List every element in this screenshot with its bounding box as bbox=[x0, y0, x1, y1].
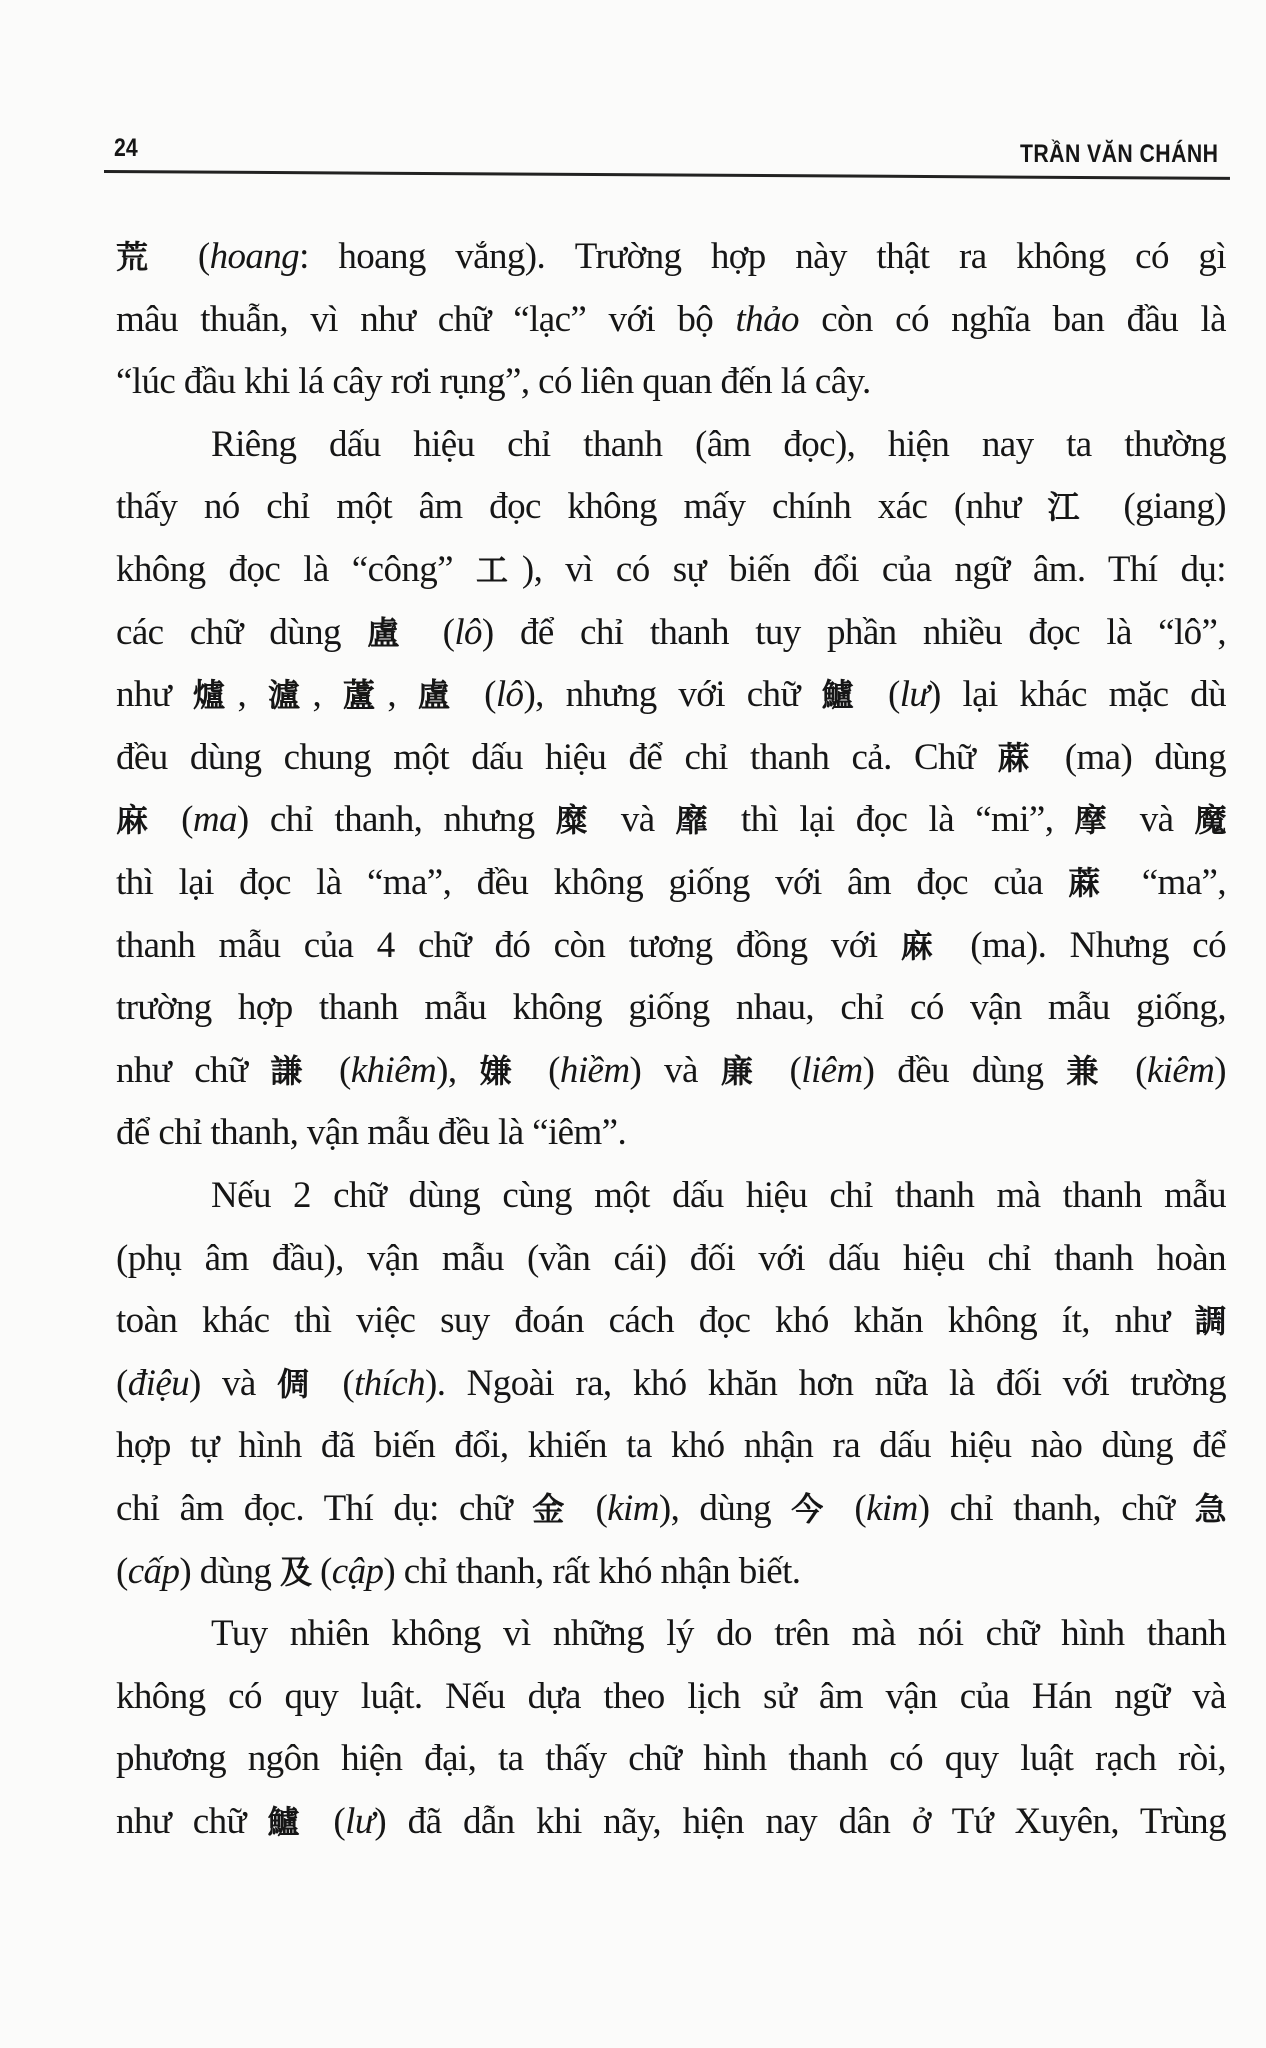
text-run: mâu thuẫn, vì như chữ “lạc” với bộ bbox=[116, 298, 736, 340]
text-line bbox=[116, 1791, 1226, 1853]
text-run: chỉ âm đọc. Thí dụ: chữ bbox=[116, 1488, 533, 1529]
han-character: 麻 bbox=[900, 926, 947, 965]
text-run: ( bbox=[462, 674, 496, 716]
text-run: để chỉ thanh, vận mẫu đều là “iêm”. bbox=[116, 1112, 627, 1154]
text-run: ) và bbox=[189, 1362, 278, 1404]
text-run: như bbox=[116, 674, 194, 716]
text-line-content bbox=[211, 1165, 1226, 1227]
han-character: 麻 bbox=[116, 801, 160, 840]
text-run: trường hợp thanh mẫu không giống nhau, chỉ có vận mẫu giống, bbox=[116, 987, 1226, 1029]
text-run: còn có nghĩa ban đầu là bbox=[798, 298, 1226, 340]
text-line bbox=[116, 1102, 1226, 1164]
text-run: ) chỉ thanh, chữ bbox=[917, 1488, 1195, 1529]
text-run: như chữ bbox=[116, 1049, 271, 1091]
text-line-content bbox=[116, 789, 1226, 851]
text-line bbox=[116, 1666, 1226, 1728]
text-run: ), dùng bbox=[658, 1488, 792, 1529]
italic-text: lô bbox=[495, 674, 524, 716]
text-run: phương ngôn hiện đại, ta thấy chữ hình thanh có quy luật rạch ròi, bbox=[116, 1738, 1226, 1780]
text-line bbox=[116, 789, 1226, 851]
text-run: (ma) dùng bbox=[1042, 736, 1226, 778]
italic-text: lư bbox=[899, 674, 929, 716]
han-character: 靡 bbox=[675, 801, 720, 840]
text-run: ( bbox=[866, 674, 900, 716]
text-line bbox=[211, 1165, 1226, 1227]
text-line-content bbox=[211, 414, 1226, 476]
text-line-content bbox=[116, 289, 1226, 351]
han-character: 摩 bbox=[1074, 801, 1119, 840]
text-run: Nếu 2 chữ dùng cùng một dấu hiệu chỉ thanh mà thanh mẫu bbox=[211, 1175, 1226, 1216]
text-run: “lúc đầu khi lá cây rơi rụng”, có liên quan đến lá cây. bbox=[116, 361, 871, 403]
han-character: 急 bbox=[1194, 1490, 1226, 1528]
text-line bbox=[116, 1228, 1226, 1290]
han-character: 瀘 bbox=[267, 676, 313, 715]
text-run: như chữ bbox=[116, 1801, 268, 1842]
italic-text: thảo bbox=[735, 298, 799, 340]
text-run: ) và bbox=[629, 1049, 721, 1091]
italic-text: liêm bbox=[801, 1049, 863, 1091]
italic-text: ma bbox=[192, 799, 237, 841]
text-line-content bbox=[116, 852, 1226, 914]
han-character: 金 bbox=[532, 1490, 576, 1528]
text-run: ), vì có sự biến đổi của ngữ âm. Thí dụ: bbox=[521, 549, 1226, 590]
text-line bbox=[116, 664, 1226, 726]
text-line-content bbox=[116, 977, 1226, 1039]
text-line-content bbox=[116, 1102, 1226, 1164]
text-line bbox=[116, 1040, 1226, 1102]
text-line bbox=[116, 351, 1226, 413]
text-run: , bbox=[312, 674, 343, 716]
han-character: 及 bbox=[279, 1552, 312, 1591]
text-run: ) đều dùng bbox=[862, 1049, 1067, 1091]
text-run: hợp tự hình đã biến đổi, khiến ta khó nhận ra dấu hiệu nào dùng để bbox=[116, 1425, 1226, 1467]
text-run: ( bbox=[168, 236, 210, 277]
han-character: 今 bbox=[791, 1490, 835, 1528]
text-line bbox=[116, 1728, 1226, 1790]
text-run: Riêng dấu hiệu chỉ thanh (âm đọc), hiện nay ta thường bbox=[211, 423, 1226, 465]
han-character: 盧 bbox=[417, 676, 463, 715]
text-run: ) chỉ thanh, nhưng bbox=[236, 799, 556, 841]
han-character: 荒 bbox=[116, 238, 169, 276]
text-line-content bbox=[116, 351, 1226, 413]
han-character: 江 bbox=[1047, 488, 1097, 527]
text-line-content bbox=[116, 1478, 1226, 1540]
text-run: ( bbox=[321, 1362, 355, 1404]
text-line-content bbox=[116, 1040, 1226, 1102]
text-line bbox=[116, 226, 1226, 288]
text-run: ) để chỉ thanh tuy phần nhiều đọc là “lô”, bbox=[481, 611, 1227, 653]
text-line bbox=[116, 1353, 1226, 1415]
text-run: ) chỉ thanh, rất khó nhận biết. bbox=[383, 1550, 801, 1592]
text-line-content bbox=[116, 1541, 1226, 1603]
text-run: ( bbox=[834, 1488, 867, 1529]
text-line bbox=[211, 1603, 1226, 1665]
han-character: 糜 bbox=[555, 801, 600, 840]
text-run: đều dùng chung một dấu hiệu để chỉ thanh cả. Chữ bbox=[116, 736, 998, 778]
text-line bbox=[116, 1290, 1226, 1352]
text-run: ) bbox=[1214, 1049, 1227, 1091]
han-character: 鱸 bbox=[267, 1803, 312, 1841]
text-line-content bbox=[116, 539, 1226, 601]
italic-text: kim bbox=[607, 1488, 659, 1529]
text-run: “ma”, bbox=[1116, 862, 1226, 903]
text-line-content bbox=[116, 1290, 1226, 1352]
han-character: 魔 bbox=[1194, 801, 1227, 840]
text-run: ( bbox=[1112, 1049, 1147, 1091]
text-run: thì lại đọc là “mi”, bbox=[719, 799, 1075, 841]
han-character: 盧 bbox=[367, 613, 417, 652]
han-character: 爐 bbox=[193, 676, 238, 715]
text-line-content bbox=[116, 1791, 1226, 1853]
text-run: ( bbox=[575, 1488, 608, 1529]
text-run: (giang) bbox=[1096, 486, 1227, 528]
text-run: và bbox=[599, 799, 676, 841]
text-line bbox=[116, 539, 1226, 601]
text-run: ( bbox=[766, 1049, 802, 1091]
italic-text: cập bbox=[331, 1550, 384, 1592]
text-run: không có quy luật. Nếu dựa theo lịch sử âm vận của Hán ngữ và bbox=[116, 1675, 1226, 1717]
text-line-content bbox=[116, 476, 1226, 538]
text-line bbox=[116, 977, 1226, 1039]
han-character: 工 bbox=[476, 551, 522, 589]
han-character: 謙 bbox=[270, 1051, 317, 1090]
han-character: 鱸 bbox=[821, 676, 867, 715]
header-rule bbox=[104, 170, 1230, 180]
han-character: 嫌 bbox=[479, 1051, 526, 1090]
text-run: ( bbox=[311, 1801, 346, 1842]
text-run: (ma). Nhưng có bbox=[946, 924, 1226, 966]
text-line bbox=[116, 1415, 1226, 1477]
text-run: ( bbox=[116, 1362, 128, 1404]
text-line bbox=[116, 602, 1226, 664]
text-run: ), nhưng với chữ bbox=[523, 674, 822, 716]
italic-text: hoang bbox=[209, 236, 300, 277]
text-run: thấy nó chỉ một âm đọc không mấy chính xác (như bbox=[116, 486, 1048, 528]
text-run: ( bbox=[416, 611, 455, 653]
page-number: 24 bbox=[114, 134, 138, 162]
text-run: ) lại khác mặc dù bbox=[928, 674, 1226, 716]
text-run: Tuy nhiên không vì những lý do trên mà nói chữ hình thanh bbox=[211, 1613, 1226, 1655]
text-line bbox=[116, 476, 1226, 538]
text-line-content bbox=[116, 1353, 1226, 1415]
italic-text: kiêm bbox=[1146, 1049, 1215, 1091]
text-run: ( bbox=[116, 1550, 128, 1592]
text-run: các chữ dùng bbox=[116, 611, 368, 653]
text-line bbox=[116, 1541, 1226, 1603]
text-run: (phụ âm đầu), vận mẫu (vần cái) đối với dấu hiệu chỉ thanh hoàn bbox=[116, 1237, 1226, 1279]
han-character: 廉 bbox=[720, 1051, 767, 1090]
han-character: 兼 bbox=[1066, 1051, 1113, 1090]
text-run: ( bbox=[311, 1550, 332, 1592]
text-run: ) đã dẫn khi nãy, hiện nay dân ở Tứ Xuyên, Trùng bbox=[374, 1801, 1226, 1842]
text-line-content bbox=[116, 664, 1226, 726]
text-run: , bbox=[387, 674, 418, 716]
text-line bbox=[116, 289, 1226, 351]
text-line-content bbox=[116, 1228, 1226, 1290]
han-character: 蘆 bbox=[342, 676, 388, 715]
text-run: ) dùng bbox=[179, 1550, 280, 1592]
text-line bbox=[116, 915, 1226, 977]
text-run: thì lại đọc là “ma”, đều không giống với âm đọc của bbox=[116, 862, 1069, 903]
han-character: 蔴 bbox=[997, 738, 1043, 777]
text-line bbox=[116, 1478, 1226, 1540]
text-run: và bbox=[1118, 799, 1195, 841]
text-line-content bbox=[116, 727, 1226, 789]
italic-text: khiêm bbox=[350, 1049, 437, 1091]
text-line bbox=[116, 727, 1226, 789]
text-run: ( bbox=[159, 799, 193, 841]
text-run: không đọc là “công” bbox=[116, 549, 477, 590]
text-run: ). Ngoài ra, khó khăn hơn nữa là đối với trường bbox=[425, 1362, 1227, 1404]
text-run: thanh mẫu của 4 chữ đó còn tương đồng với bbox=[116, 924, 901, 966]
text-run: ( bbox=[525, 1049, 560, 1091]
text-line-content bbox=[116, 1728, 1226, 1790]
text-line-content bbox=[116, 226, 1226, 288]
text-line-content bbox=[116, 602, 1226, 664]
text-run: ( bbox=[316, 1049, 351, 1091]
text-line bbox=[211, 414, 1226, 476]
han-character: 倜 bbox=[277, 1364, 322, 1403]
text-run: , bbox=[237, 674, 268, 716]
han-character: 蔴 bbox=[1068, 864, 1117, 902]
italic-text: điệu bbox=[127, 1362, 190, 1404]
text-line-content bbox=[116, 1666, 1226, 1728]
italic-text: hiềm bbox=[559, 1049, 630, 1091]
italic-text: lư bbox=[345, 1801, 375, 1842]
italic-text: lô bbox=[454, 611, 482, 653]
text-line bbox=[116, 852, 1226, 914]
italic-text: cấp bbox=[127, 1550, 180, 1592]
text-run: : hoang vắng). Trường hợp này thật ra không có gì bbox=[299, 236, 1226, 277]
italic-text: thích bbox=[354, 1362, 426, 1404]
text-run: toàn khác thì việc suy đoán cách đọc khó khăn không ít, như bbox=[116, 1300, 1195, 1342]
text-line-content bbox=[116, 915, 1226, 977]
text-line-content bbox=[116, 1415, 1226, 1477]
text-run: ), bbox=[436, 1049, 480, 1091]
han-character: 調 bbox=[1194, 1302, 1226, 1341]
running-header-author: TRẦN VĂN CHÁNH bbox=[1019, 140, 1218, 168]
italic-text: kim bbox=[866, 1488, 918, 1529]
text-line-content bbox=[211, 1603, 1226, 1665]
